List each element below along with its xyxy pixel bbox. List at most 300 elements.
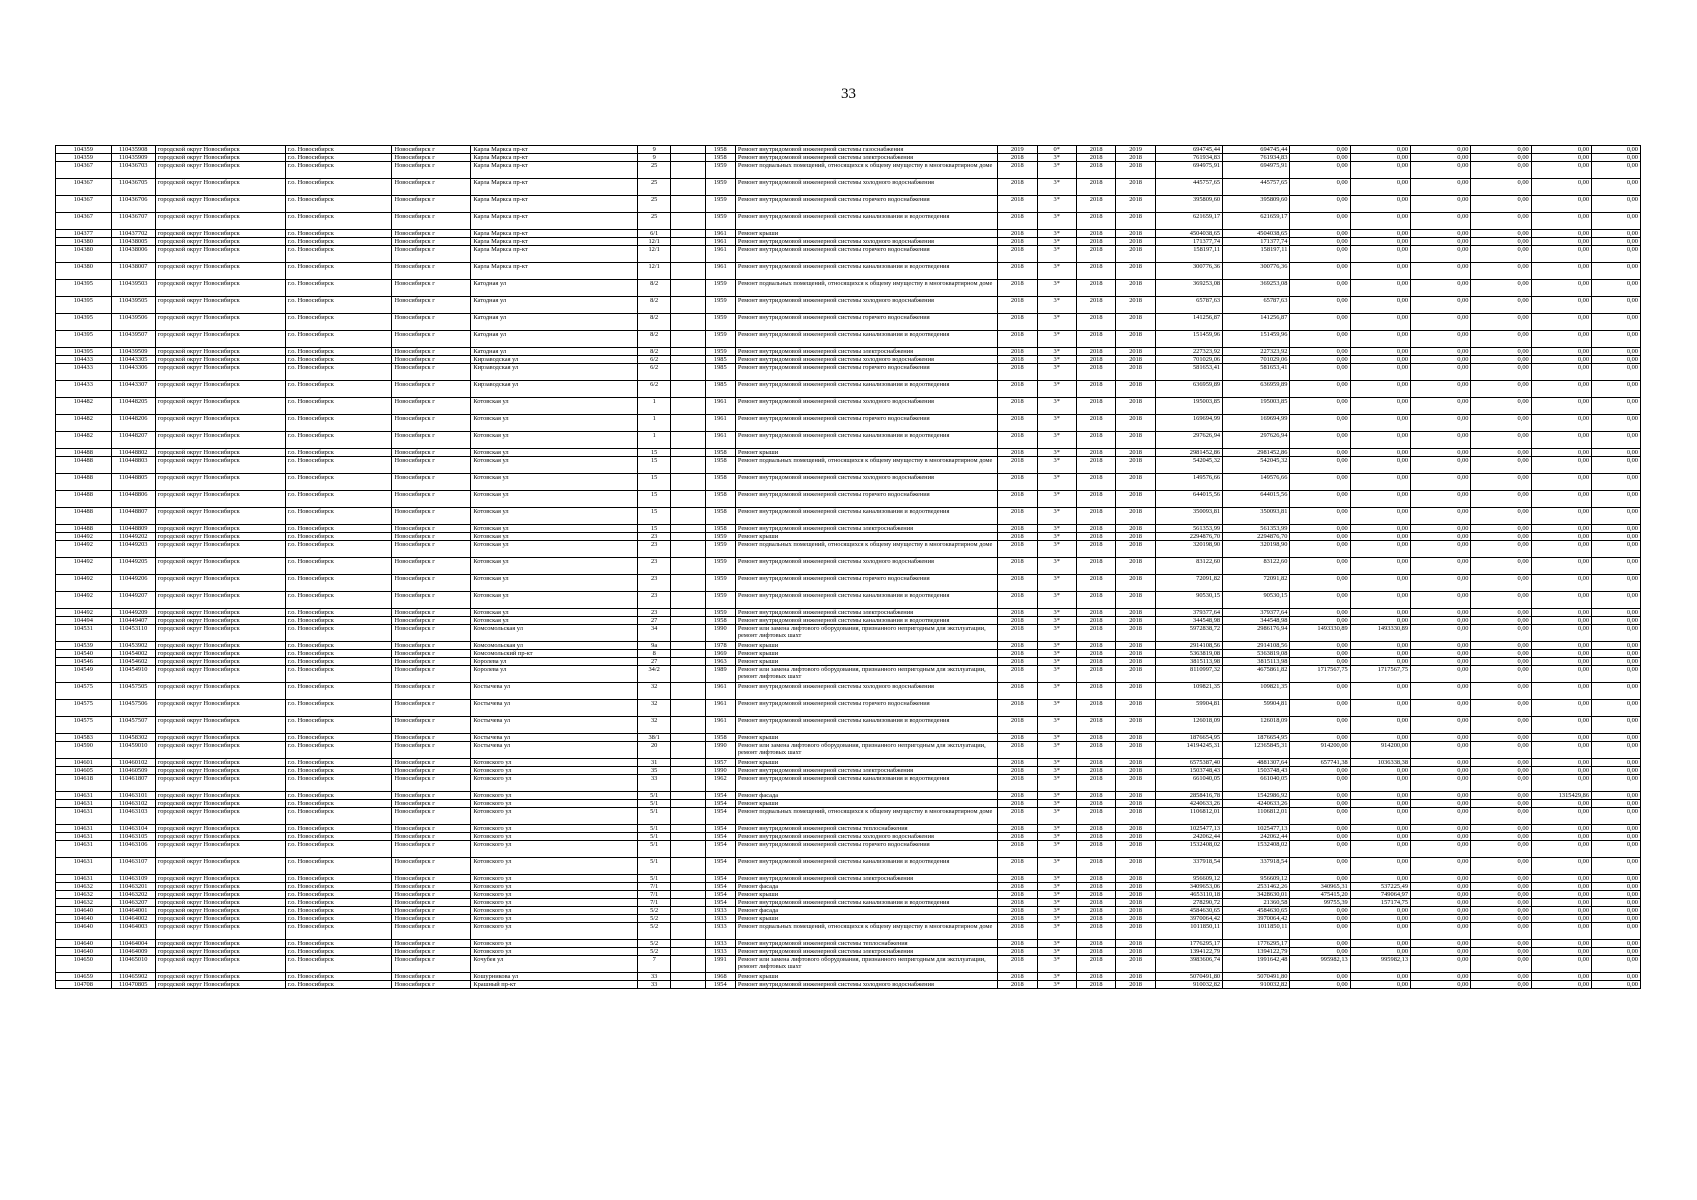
table-cell: 2018: [998, 767, 1037, 775]
table-cell: 0,00: [1290, 533, 1350, 541]
table-cell: 0,00: [1471, 558, 1531, 575]
table-cell: 110464001: [111, 907, 155, 915]
table-cell: 644015,56: [1223, 491, 1290, 508]
table-cell: 2018: [998, 533, 1037, 541]
table-cell: [670, 841, 705, 858]
table-cell: городской округ Новосибирск: [155, 800, 285, 808]
table-cell: 33: [638, 973, 670, 981]
table-cell: городской округ Новосибирск: [155, 767, 285, 775]
table-cell: 0,00: [1531, 474, 1591, 491]
table-cell: 110449203: [111, 541, 155, 558]
table-row: [56, 841, 1641, 858]
table-cell: 0,00: [1411, 508, 1471, 525]
table-cell: 72091,82: [1223, 575, 1290, 592]
table-row: [56, 858, 1641, 875]
table-cell: 0,00: [1471, 891, 1531, 899]
table-cell: [670, 700, 705, 717]
table-cell: 0,00: [1592, 457, 1641, 474]
table-cell: 110454602: [111, 658, 155, 666]
table-cell: 104640: [56, 940, 112, 948]
table-cell: 0,00: [1531, 331, 1591, 348]
table-cell: [670, 800, 705, 808]
table-cell: 0,00: [1290, 642, 1350, 650]
table-cell: 104367: [56, 213, 112, 230]
table-cell: 0,00: [1290, 700, 1350, 717]
table-cell: 5/2: [638, 907, 670, 915]
table-cell: 644015,56: [1155, 491, 1222, 508]
table-cell: городской округ Новосибирск: [155, 658, 285, 666]
table-cell: 2018: [1076, 956, 1115, 973]
table-cell: 104488: [56, 474, 112, 491]
table-row: [56, 742, 1641, 759]
table-cell: 0,00: [1350, 331, 1410, 348]
table-cell: 104395: [56, 280, 112, 297]
table-cell: 21360,58: [1223, 899, 1290, 907]
table-cell: 0,00: [1471, 364, 1531, 381]
table-cell: 0,00: [1531, 213, 1591, 230]
table-cell: 110457507: [111, 717, 155, 734]
table-cell: 1990: [705, 625, 735, 642]
table-cell: 2018: [1116, 314, 1155, 331]
table-cell: г.о. Новосибирск: [285, 625, 392, 642]
table-cell: 104640: [56, 948, 112, 956]
table-cell: 110436703: [111, 162, 155, 179]
table-cell: Новосибирск г: [392, 297, 471, 314]
table-cell: 0,00: [1531, 263, 1591, 280]
table-cell: г.о. Новосибирск: [285, 609, 392, 617]
table-cell: 2018: [1076, 541, 1115, 558]
table-cell: 0,00: [1411, 146, 1471, 154]
table-cell: 2018: [1076, 449, 1115, 457]
table-cell: 1493330,89: [1290, 625, 1350, 642]
table-row: [56, 179, 1641, 196]
table-cell: 2018: [998, 364, 1037, 381]
table-cell: г.о. Новосибирск: [285, 575, 392, 592]
table-cell: городской округ Новосибирск: [155, 449, 285, 457]
table-cell: 0,00: [1592, 625, 1641, 642]
table-cell: 2018: [1076, 474, 1115, 491]
table-cell: 3*: [1037, 533, 1076, 541]
table-cell: 110453110: [111, 625, 155, 642]
table-cell: 0,00: [1290, 449, 1350, 457]
table-cell: 0,00: [1350, 642, 1410, 650]
table-cell: 7/1: [638, 899, 670, 907]
table-cell: 171377,74: [1155, 238, 1222, 246]
table-cell: 2018: [1076, 238, 1115, 246]
table-cell: [670, 666, 705, 683]
table-cell: городской округ Новосибирск: [155, 491, 285, 508]
table-cell: Новосибирск г: [392, 238, 471, 246]
table-cell: 0,00: [1531, 858, 1591, 875]
table-cell: 3*: [1037, 246, 1076, 263]
table-cell: 5/1: [638, 833, 670, 841]
table-cell: 5972838,72: [1155, 625, 1222, 642]
table-cell: 2018: [1116, 541, 1155, 558]
table-cell: 0,00: [1471, 808, 1531, 825]
table-cell: 2018: [998, 541, 1037, 558]
table-row: [56, 650, 1641, 658]
table-cell: 23: [638, 541, 670, 558]
table-cell: 15: [638, 457, 670, 474]
table-cell: 0,00: [1350, 297, 1410, 314]
table-cell: 0,00: [1471, 575, 1531, 592]
table-cell: [670, 948, 705, 956]
table-cell: 1493330,89: [1350, 625, 1410, 642]
table-cell: 2018: [998, 891, 1037, 899]
table-cell: 2018: [1076, 432, 1115, 449]
table-cell: 0,00: [1411, 700, 1471, 717]
register-body: [56, 146, 1641, 989]
table-cell: Новосибирск г: [392, 415, 471, 432]
table-cell: Новосибирск г: [392, 246, 471, 263]
table-cell: 2018: [998, 263, 1037, 280]
table-cell: 110435908: [111, 146, 155, 154]
table-cell: Котовского ул: [471, 759, 638, 767]
table-cell: 0,00: [1531, 609, 1591, 617]
table-cell: 23: [638, 558, 670, 575]
table-cell: 0,00: [1290, 575, 1350, 592]
table-cell: г.о. Новосибирск: [285, 491, 392, 508]
table-cell: Новосибирск г: [392, 940, 471, 948]
table-cell: 5/2: [638, 923, 670, 940]
table-cell: 1985: [705, 381, 735, 398]
table-cell: 0,00: [1350, 973, 1410, 981]
table-cell: 9: [638, 154, 670, 162]
table-cell: [670, 742, 705, 759]
table-cell: 3428630,01: [1223, 891, 1290, 899]
table-cell: 0,00: [1411, 625, 1471, 642]
table-cell: Новосибирск г: [392, 800, 471, 808]
table-cell: 110436706: [111, 196, 155, 213]
table-cell: [670, 238, 705, 246]
table-row: [56, 792, 1641, 800]
table-cell: 5/2: [638, 915, 670, 923]
table-cell: 2018: [1076, 759, 1115, 767]
table-cell: 8/2: [638, 314, 670, 331]
table-cell: 2018: [1076, 734, 1115, 742]
table-cell: 110463202: [111, 891, 155, 899]
table-cell: 2018: [998, 179, 1037, 196]
table-cell: 0,00: [1411, 179, 1471, 196]
table-cell: 104539: [56, 642, 112, 650]
table-cell: 2018: [998, 432, 1037, 449]
table-cell: Новосибирск г: [392, 891, 471, 899]
table-cell: 0,00: [1531, 348, 1591, 356]
table-cell: 110443306: [111, 364, 155, 381]
table-cell: 0,00: [1350, 179, 1410, 196]
table-cell: 104575: [56, 717, 112, 734]
table-cell: г.о. Новосибирск: [285, 398, 392, 415]
table-cell: 31: [638, 759, 670, 767]
table-cell: 0,00: [1350, 213, 1410, 230]
table-cell: 3*: [1037, 213, 1076, 230]
table-cell: Новосибирск г: [392, 717, 471, 734]
table-cell: 0,00: [1531, 491, 1591, 508]
table-cell: 5/1: [638, 800, 670, 808]
table-cell: городской округ Новосибирск: [155, 981, 285, 989]
table-cell: 2018: [1116, 331, 1155, 348]
table-cell: Новосибирск г: [392, 899, 471, 907]
table-cell: 2018: [1076, 213, 1115, 230]
table-cell: 0,00: [1290, 238, 1350, 246]
table-cell: Новосибирск г: [392, 658, 471, 666]
table-cell: [670, 981, 705, 989]
table-cell: 104492: [56, 592, 112, 609]
table-cell: 350093,81: [1155, 508, 1222, 525]
table-cell: 227323,92: [1155, 348, 1222, 356]
table-cell: [670, 491, 705, 508]
table-cell: Новосибирск г: [392, 457, 471, 474]
table-cell: 2018: [1076, 858, 1115, 875]
table-cell: 0,00: [1592, 981, 1641, 989]
table-cell: 0,00: [1290, 973, 1350, 981]
table-cell: 1776295,17: [1223, 940, 1290, 948]
table-cell: 0,00: [1531, 398, 1591, 415]
table-cell: 110436705: [111, 179, 155, 196]
table-cell: Котовского ул: [471, 775, 638, 792]
table-cell: 0,00: [1531, 666, 1591, 683]
table-row: [56, 238, 1641, 246]
table-cell: Котовская ул: [471, 449, 638, 457]
table-cell: 110464003: [111, 923, 155, 940]
table-cell: 0,00: [1411, 973, 1471, 981]
table-cell: 0,00: [1290, 858, 1350, 875]
table-cell: Ремонт внутридомовой инженерной системы канализования и водоотведения: [735, 775, 997, 792]
table-row: [56, 883, 1641, 891]
table-cell: 0,00: [1350, 841, 1410, 858]
table-cell: г.о. Новосибирск: [285, 457, 392, 474]
table-cell: 5363819,08: [1155, 650, 1222, 658]
table-cell: 104640: [56, 915, 112, 923]
table-cell: Костычева ул: [471, 700, 638, 717]
table-cell: Ремонт внутридомовой инженерной системы холодного водоснабжения: [735, 297, 997, 314]
table-cell: Котовская ул: [471, 575, 638, 592]
table-cell: городской округ Новосибирск: [155, 356, 285, 364]
table-cell: 141256,87: [1155, 314, 1222, 331]
table-cell: 110437702: [111, 230, 155, 238]
table-cell: 0,00: [1471, 923, 1531, 940]
table-cell: 104631: [56, 792, 112, 800]
table-cell: Ремонт крыши: [735, 734, 997, 742]
table-cell: 104601: [56, 759, 112, 767]
table-cell: 0,00: [1350, 508, 1410, 525]
table-row: [56, 775, 1641, 792]
table-cell: 1954: [705, 833, 735, 841]
table-cell: 25: [638, 196, 670, 213]
table-cell: 0,00: [1290, 246, 1350, 263]
table-cell: городской округ Новосибирск: [155, 196, 285, 213]
table-cell: 3*: [1037, 767, 1076, 775]
table-cell: [670, 940, 705, 948]
table-cell: 2018: [1076, 742, 1115, 759]
table-cell: Ремонт внутридомовой инженерной системы холодного водоснабжения: [735, 474, 997, 491]
table-cell: 0,00: [1350, 617, 1410, 625]
table-cell: 12/1: [638, 263, 670, 280]
table-cell: 0,00: [1411, 717, 1471, 734]
table-cell: 0,00: [1411, 491, 1471, 508]
table-cell: [670, 297, 705, 314]
table-cell: 4584630,65: [1223, 907, 1290, 915]
table-cell: 0,00: [1531, 915, 1591, 923]
table-cell: 1959: [705, 575, 735, 592]
table-cell: Новосибирск г: [392, 491, 471, 508]
table-cell: 2018: [1116, 940, 1155, 948]
table-cell: 25: [638, 213, 670, 230]
table-cell: 0,00: [1471, 658, 1531, 666]
table-cell: 104631: [56, 800, 112, 808]
table-cell: 2018: [998, 683, 1037, 700]
table-cell: 104377: [56, 230, 112, 238]
table-cell: 1717567,75: [1350, 666, 1410, 683]
table-cell: 0,00: [1531, 642, 1591, 650]
table-cell: 3*: [1037, 398, 1076, 415]
table-cell: 0,00: [1411, 398, 1471, 415]
table-cell: 1954: [705, 875, 735, 883]
table-cell: Новосибирск г: [392, 915, 471, 923]
table-cell: Новосибирск г: [392, 759, 471, 767]
table-cell: 1954: [705, 841, 735, 858]
table-cell: 3*: [1037, 609, 1076, 617]
table-cell: г.о. Новосибирск: [285, 356, 392, 364]
table-cell: 3*: [1037, 658, 1076, 666]
table-cell: 171377,74: [1223, 238, 1290, 246]
table-cell: 3*: [1037, 683, 1076, 700]
table-cell: 0,00: [1471, 915, 1531, 923]
table-cell: городской округ Новосибирск: [155, 575, 285, 592]
table-cell: 1: [638, 432, 670, 449]
table-cell: 0,00: [1531, 592, 1591, 609]
table-cell: 1959: [705, 179, 735, 196]
table-cell: городской округ Новосибирск: [155, 617, 285, 625]
table-cell: 0,00: [1350, 356, 1410, 364]
table-cell: 104631: [56, 875, 112, 883]
table-cell: 4675861,82: [1223, 666, 1290, 683]
table-cell: 3*: [1037, 356, 1076, 364]
table-cell: 3*: [1037, 154, 1076, 162]
table-cell: 104367: [56, 162, 112, 179]
table-cell: 2018: [1076, 348, 1115, 356]
table-cell: 0,00: [1350, 196, 1410, 213]
table-cell: 0,00: [1411, 858, 1471, 875]
table-cell: 1954: [705, 808, 735, 825]
table-cell: 0,00: [1411, 381, 1471, 398]
table-cell: 2019: [998, 146, 1037, 154]
table-cell: 0,00: [1531, 825, 1591, 833]
table-cell: 0,00: [1531, 162, 1591, 179]
table-cell: 1394122,79: [1223, 948, 1290, 956]
table-cell: городской округ Новосибирск: [155, 348, 285, 356]
table-cell: 1961: [705, 415, 735, 432]
table-cell: 110439507: [111, 331, 155, 348]
table-cell: 0,00: [1471, 759, 1531, 767]
table-cell: 1991: [705, 956, 735, 973]
table-cell: 5/1: [638, 825, 670, 833]
table-cell: Новосибирск г: [392, 734, 471, 742]
table-cell: 2018: [1076, 767, 1115, 775]
table-cell: 104492: [56, 541, 112, 558]
table-cell: 2018: [1116, 858, 1155, 875]
table-cell: 1954: [705, 883, 735, 891]
table-cell: 581653,41: [1155, 364, 1222, 381]
table-row: [56, 230, 1641, 238]
table-cell: городской округ Новосибирск: [155, 297, 285, 314]
table-cell: Крашный пр-кт: [471, 981, 638, 989]
table-cell: 0,00: [1531, 940, 1591, 948]
table-row: [56, 617, 1641, 625]
table-cell: 104492: [56, 533, 112, 541]
table-cell: 0,00: [1471, 800, 1531, 808]
table-cell: Ремонт внутридомовой инженерной системы электроснабжения: [735, 348, 997, 356]
table-cell: 3*: [1037, 891, 1076, 899]
table-cell: 0,00: [1592, 356, 1641, 364]
table-cell: 104632: [56, 891, 112, 899]
table-cell: 0,00: [1531, 230, 1591, 238]
table-cell: 6/1: [638, 230, 670, 238]
table-cell: 8/2: [638, 280, 670, 297]
table-cell: Новосибирск г: [392, 280, 471, 297]
table-row: [56, 449, 1641, 457]
table-cell: Ремонт внутридомовой инженерной системы канализования и водоотведения: [735, 331, 997, 348]
table-cell: 0,00: [1290, 162, 1350, 179]
table-cell: 0,00: [1411, 642, 1471, 650]
table-cell: 0,00: [1471, 381, 1531, 398]
table-cell: 0,00: [1290, 907, 1350, 915]
table-cell: 2018: [1076, 899, 1115, 907]
table-cell: Ремонт внутридомовой инженерной системы горячего водоснабжения: [735, 196, 997, 213]
table-cell: 0,00: [1290, 841, 1350, 858]
table-cell: 2294876,70: [1155, 533, 1222, 541]
table-cell: 0,00: [1411, 364, 1471, 381]
table-cell: 1954: [705, 858, 735, 875]
table-cell: 1394122,79: [1155, 948, 1222, 956]
table-cell: 104583: [56, 734, 112, 742]
table-cell: 0,00: [1592, 907, 1641, 915]
table-cell: 956609,12: [1155, 875, 1222, 883]
table-cell: 0,00: [1471, 525, 1531, 533]
table-cell: 2018: [1076, 915, 1115, 923]
table-cell: 0,00: [1592, 533, 1641, 541]
table-cell: 0,00: [1531, 533, 1591, 541]
table-cell: 20: [638, 742, 670, 759]
table-cell: 0,00: [1471, 449, 1531, 457]
table-cell: 104631: [56, 808, 112, 825]
table-cell: 0,00: [1592, 508, 1641, 525]
table-cell: 3*: [1037, 956, 1076, 973]
table-cell: 6/2: [638, 381, 670, 398]
table-cell: 2981452,86: [1223, 449, 1290, 457]
table-cell: 104488: [56, 491, 112, 508]
table-cell: 1958: [705, 146, 735, 154]
table-cell: 2018: [1076, 533, 1115, 541]
table-cell: г.о. Новосибирск: [285, 415, 392, 432]
table-cell: 104631: [56, 858, 112, 875]
table-cell: 475415,20: [1290, 891, 1350, 899]
table-cell: 2018: [1076, 154, 1115, 162]
table-cell: 33: [638, 775, 670, 792]
table-cell: 3*: [1037, 263, 1076, 280]
table-cell: Ремонт внутридомовой инженерной системы канализования и водоотведения: [735, 263, 997, 280]
table-cell: 0,00: [1290, 398, 1350, 415]
table-row: [56, 899, 1641, 907]
table-cell: 0,00: [1350, 558, 1410, 575]
table-cell: 0,00: [1592, 592, 1641, 609]
table-cell: 0,00: [1350, 457, 1410, 474]
table-cell: Катодная ул: [471, 280, 638, 297]
table-cell: [670, 364, 705, 381]
table-cell: Костычева ул: [471, 717, 638, 734]
table-cell: 2018: [998, 734, 1037, 742]
table-cell: 0,00: [1531, 973, 1591, 981]
